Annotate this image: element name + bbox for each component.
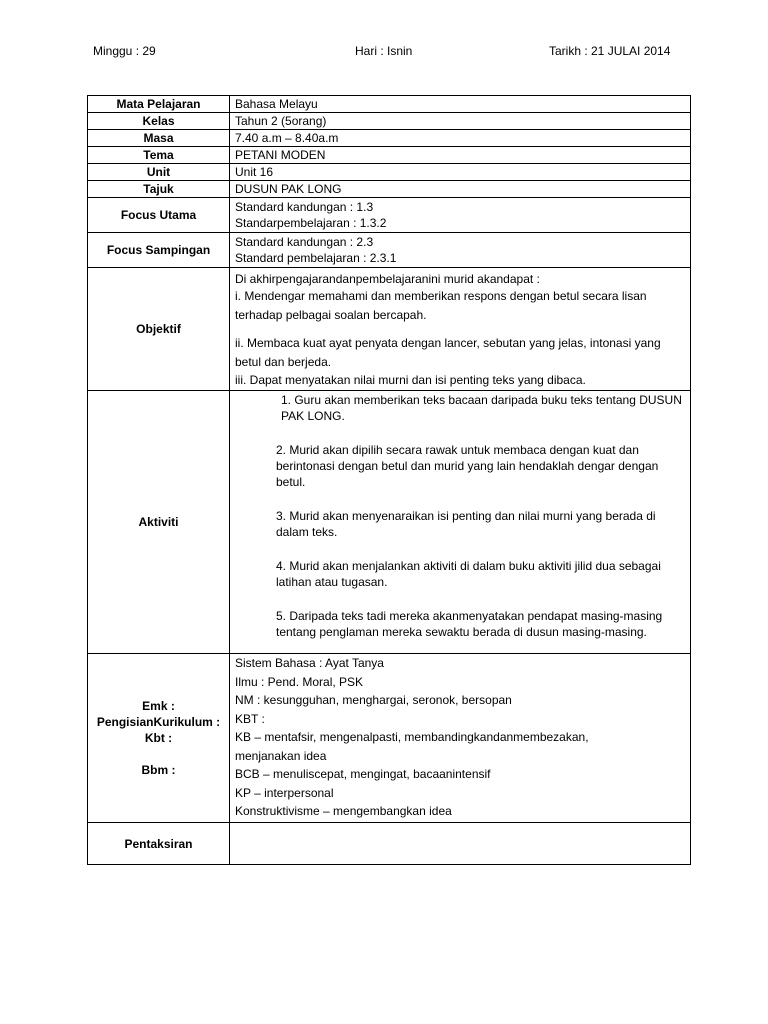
cell-value bbox=[230, 654, 691, 823]
cell-value bbox=[230, 268, 691, 391]
activity-item: 1. Guru akan memberikan teks bacaan daripada buku teks tentang DUSUN PAK LONG. bbox=[281, 393, 682, 423]
cell-label: Tajuk bbox=[88, 181, 230, 198]
activity-item: 4. Murid akan menjalankan aktiviti di dalam buku aktiviti jilid dua sebagai latihan atau tugasan. bbox=[276, 559, 661, 589]
row-objektif bbox=[88, 268, 691, 391]
standard-pembelajaran: Standard pembelajaran : 2.3.1 bbox=[235, 251, 397, 265]
row-pentaksiran bbox=[88, 823, 691, 865]
cell-label: Focus Utama bbox=[88, 198, 230, 233]
kurikulum-line: Sistem Bahasa : Ayat Tanya bbox=[235, 656, 384, 670]
standard-kandungan: Standard kandungan : 1.3 bbox=[235, 200, 374, 214]
kurikulum-line: Konstruktivisme – mengembangkan idea bbox=[235, 804, 452, 818]
activity-item: 2. Murid akan dipilih secara rawak untuk membaca dengan kuat dan berintonasi dengan betul dan murid yang lain hendaklah dengar dengan betul. bbox=[276, 443, 659, 489]
objective-intro: Di akhirpengajarandanpembelajaranini murid akandapat : bbox=[235, 271, 540, 286]
standard-kandungan: Standard kandungan : 2.3 bbox=[235, 235, 374, 249]
cell-label: Kelas bbox=[88, 113, 230, 130]
cell-label: Focus Sampingan bbox=[88, 233, 230, 268]
bbm-label: Bbm : bbox=[141, 763, 176, 777]
row-masa bbox=[88, 130, 691, 147]
kurikulum-line: KP – interpersonal bbox=[235, 785, 334, 800]
activity-item: 3. Murid akan menyenaraikan isi penting dan nilai murni yang berada di dalam teks. bbox=[276, 509, 656, 539]
day-label: Hari : Isnin bbox=[355, 44, 413, 58]
cell-label: Objektif bbox=[88, 268, 230, 391]
row-tema bbox=[88, 147, 691, 164]
cell-value: Unit 16 bbox=[230, 164, 691, 181]
row-tajuk bbox=[88, 181, 691, 198]
activity-item: 5. Daripada teks tadi mereka akanmenyatakan pendapat masing-masing tentang penglaman mereka sewaktu berada di dusun masing-masing. bbox=[276, 609, 663, 639]
cell-value: Bahasa Melayu bbox=[230, 96, 691, 113]
row-focus-utama bbox=[88, 198, 691, 233]
row-unit bbox=[88, 164, 691, 181]
objective-item: i. Mendengar memahami dan memberikan respons dengan betul secara lisan terhadap pelbagai soalan bercapah. bbox=[235, 288, 647, 322]
objective-item: iii. Dapat menyatakan nilai murni dan isi penting teks yang dibaca. bbox=[235, 372, 586, 387]
pengisian-kurikulum-label: PengisianKurikulum : bbox=[96, 715, 221, 729]
kurikulum-line: BCB – menuliscepat, mengingat, bacaanintensif bbox=[235, 767, 491, 781]
standard-pembelajaran: Standarpembelajaran : 1.3.2 bbox=[235, 216, 387, 230]
kurikulum-line: Ilmu : Pend. Moral, PSK bbox=[235, 674, 364, 689]
cell-value bbox=[230, 233, 691, 268]
cell-label: Masa bbox=[88, 130, 230, 147]
cell-value: PETANI MODEN bbox=[230, 147, 691, 164]
cell-label: Unit bbox=[88, 164, 230, 181]
cell-value bbox=[230, 391, 691, 654]
cell-label: Mata Pelajaran bbox=[88, 96, 230, 113]
row-focus-sampingan bbox=[88, 233, 691, 268]
lesson-plan-table bbox=[87, 95, 691, 865]
row-kelas bbox=[88, 113, 691, 130]
kurikulum-line: KB – mentafsir, mengenalpasti, membandingkandanmembezakan, bbox=[235, 730, 589, 744]
row-mata-pelajaran bbox=[88, 96, 691, 113]
cell-label: Aktiviti bbox=[88, 391, 230, 654]
cell-value bbox=[230, 823, 691, 865]
cell-label: Tema bbox=[88, 147, 230, 164]
kurikulum-line: KBT : bbox=[235, 711, 265, 726]
cell-value: Tahun 2 (5orang) bbox=[230, 113, 691, 130]
row-kurikulum bbox=[88, 654, 691, 823]
kurikulum-line: NM : kesungguhan, menghargai, seronok, bersopan bbox=[235, 693, 512, 707]
emk-label: Emk : bbox=[142, 699, 175, 713]
row-aktiviti bbox=[88, 391, 691, 654]
objective-item: ii. Membaca kuat ayat penyata dengan lancer, sebutan yang jelas, intonasi yang betul dan berjeda. bbox=[235, 335, 661, 369]
cell-label bbox=[88, 654, 230, 823]
page-header bbox=[0, 44, 768, 60]
week-label: Minggu : 29 bbox=[93, 44, 156, 58]
cell-value: DUSUN PAK LONG bbox=[230, 181, 691, 198]
date-label: Tarikh : 21 JULAI 2014 bbox=[549, 44, 671, 58]
kurikulum-line: menjanakan idea bbox=[235, 748, 327, 763]
cell-value: 7.40 a.m – 8.40a.m bbox=[230, 130, 691, 147]
cell-label: Pentaksiran bbox=[88, 823, 230, 865]
kbt-label: Kbt : bbox=[144, 731, 173, 745]
cell-value bbox=[230, 198, 691, 233]
